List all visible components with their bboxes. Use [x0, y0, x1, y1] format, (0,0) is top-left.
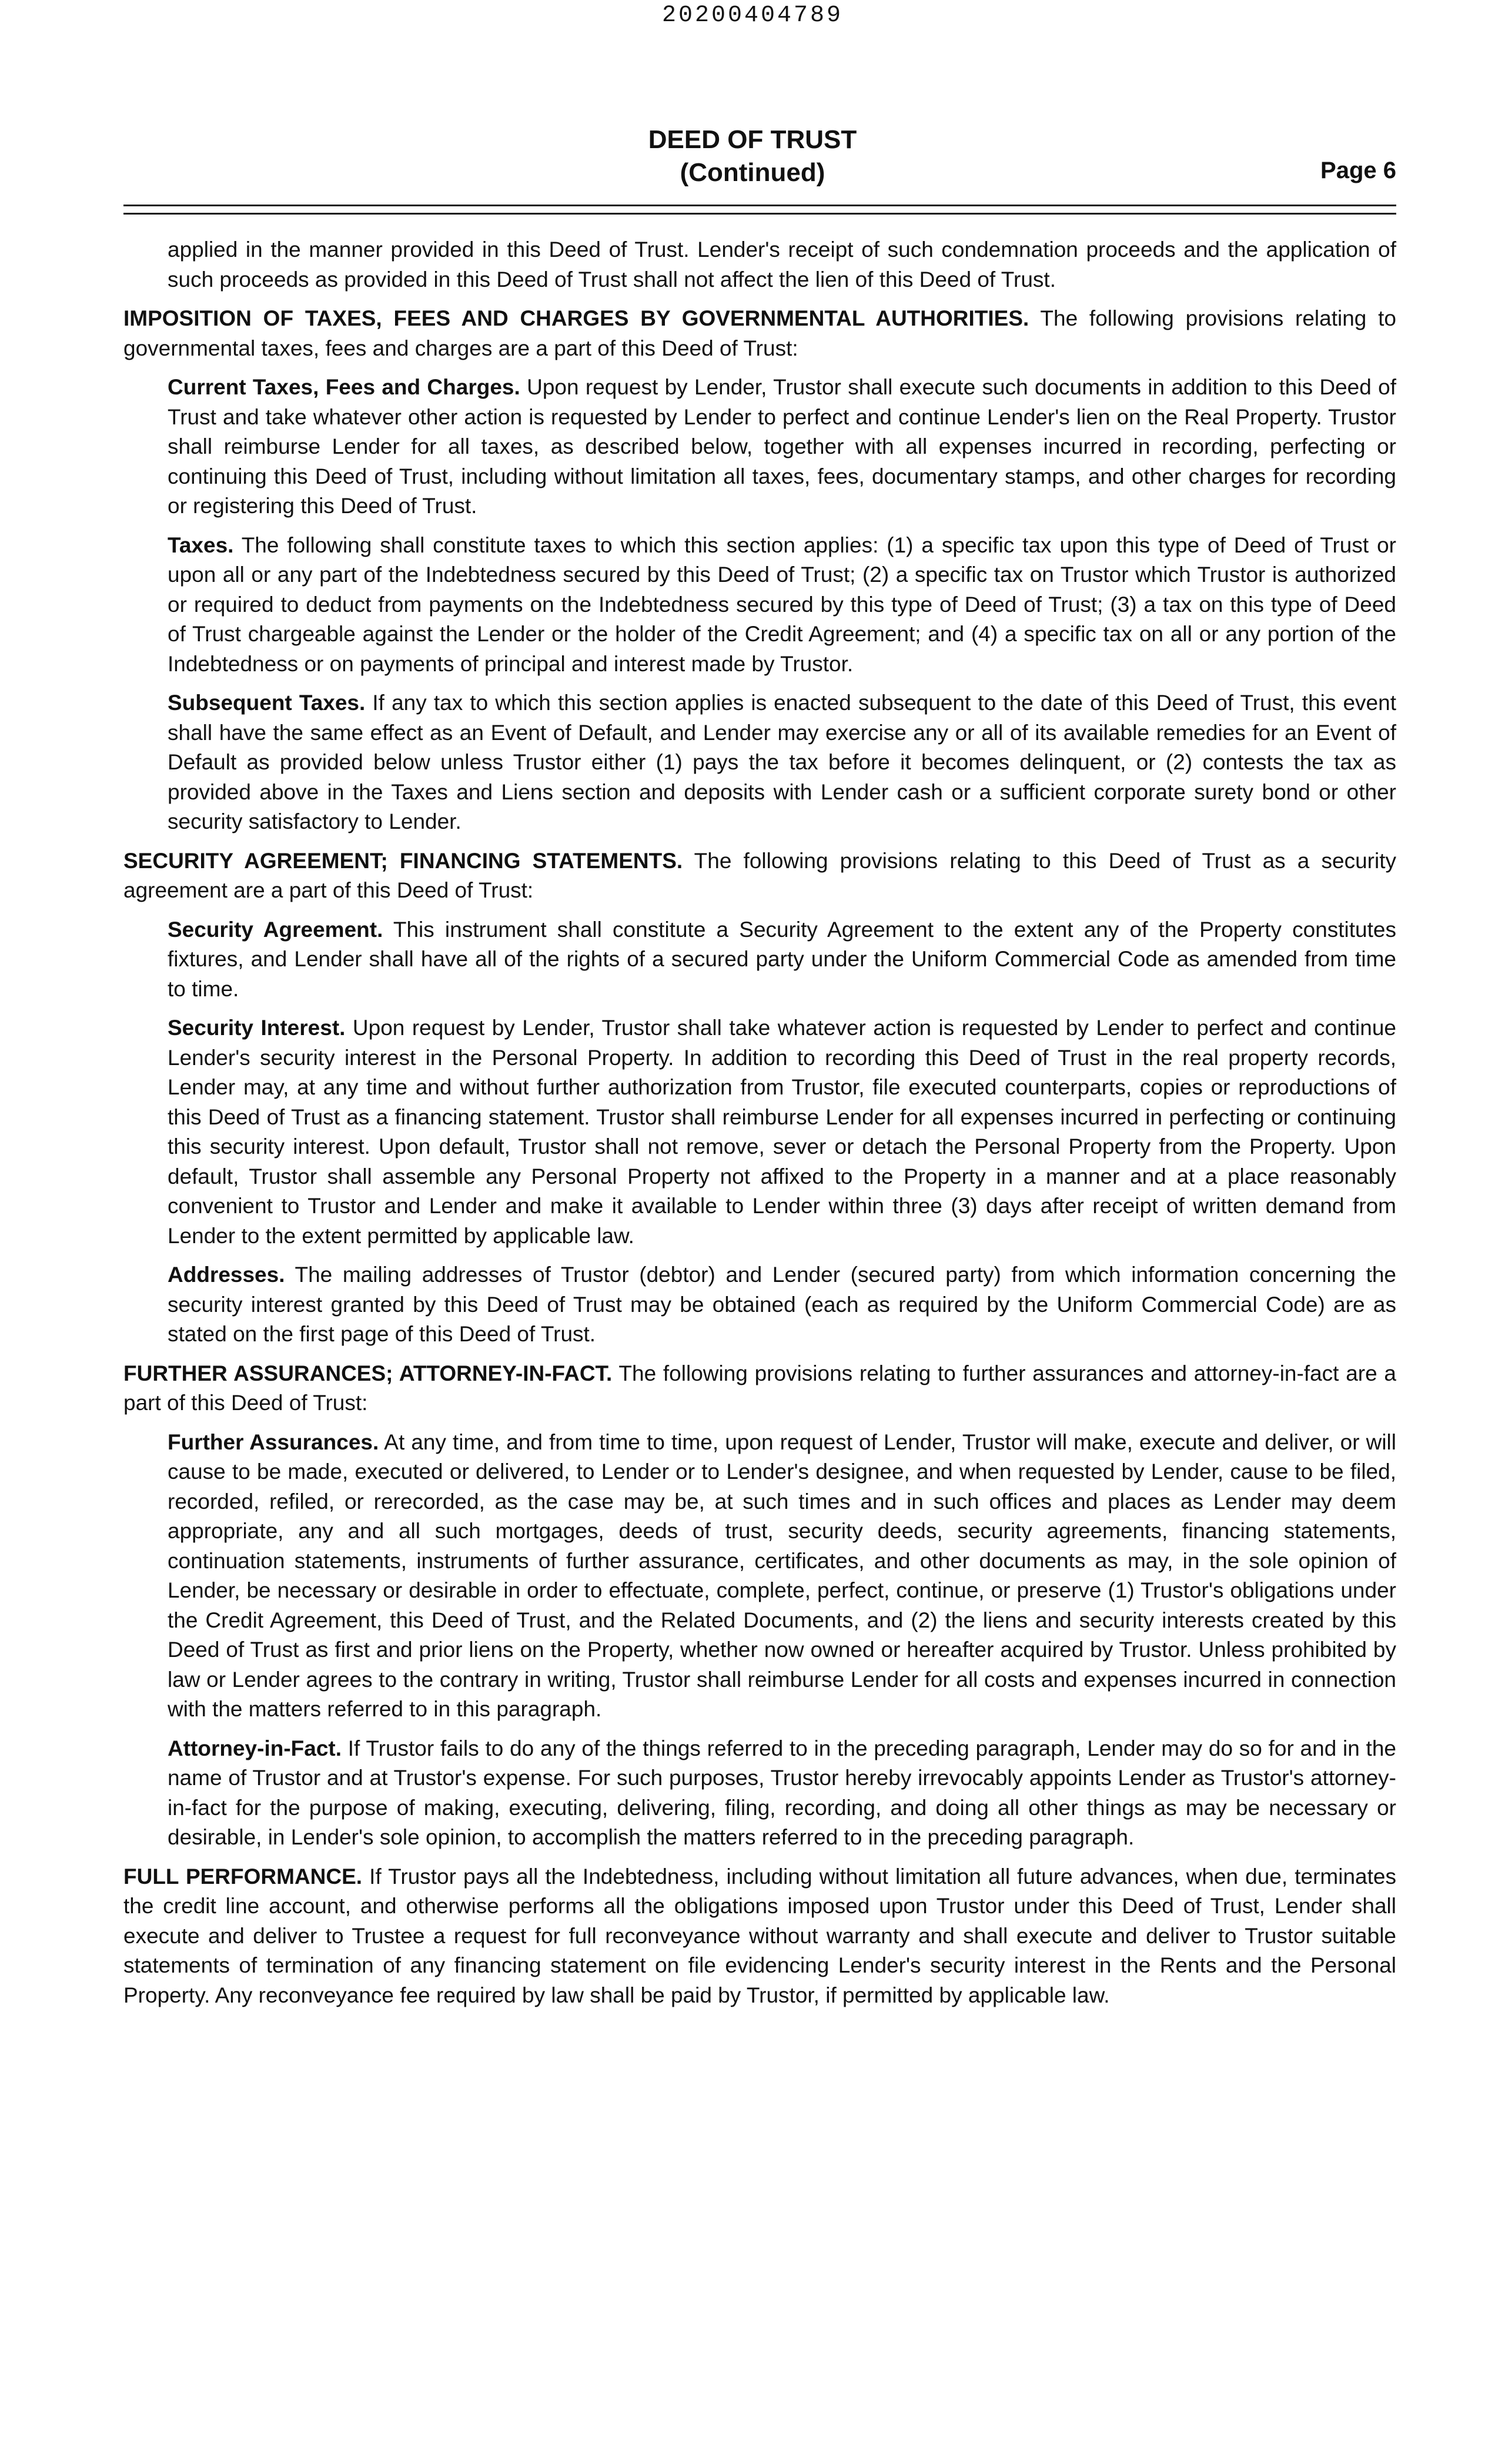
document-title: DEED OF TRUST: [648, 125, 857, 154]
further-assurances-text: At any time, and from time to time, upon request of Lender, Trustor will make, execute and deliver, or will cause to be made, executed or delivered, to Lender or to Lender's designee, and when requested by Lender, cause to be filed, recorded, refiled, or rerecorded, as the case may be, at such times and in such offices and places as Lender may deem appropriate, any and all such mortgages, deeds of trust, security deeds, security agreements, financing statements, continuation statements, instruments of further assurance, certificates, and other documents as may, in the sole opinion of Lender, be necessary or desirable in order to effectuate, complete, perfect, continue, or preserve (1) Trustor's obligations under the Credit Agreement, this Deed of Trust, and the Related Documents, and (2) the liens and security interests created by this Deed of Trust as first and prior liens on the Property, whether now owned or hereafter acquired by Trustor. Unless prohibited by law or Lender agrees to the contrary in writing, Trustor shall reimburse Lender for all costs and expenses incurred in connection with the matters referred to in this paragraph.: [168, 1429, 1396, 1721]
imposition-section: [123, 304, 1396, 363]
further-assurances-section: [123, 1359, 1396, 1418]
continuation-text: applied in the manner provided in this Deed of Trust. Lender's receipt of such condemnation proceeds and the application of such proceeds as provided in this Deed of Trust shall not affect the lien of this Deed of Trust.: [168, 237, 1396, 292]
further-assurances-section-heading: FURTHER ASSURANCES; ATTORNEY-IN-FACT.: [123, 1361, 613, 1385]
attorney-in-fact-heading: Attorney-in-Fact.: [168, 1736, 342, 1760]
imposition-text: The following provisions relating to governmental taxes, fees and charges are a part of this Deed of Trust:: [123, 306, 1396, 360]
imposition-heading: IMPOSITION OF TAXES, FEES AND CHARGES BY GOVERNMENTAL AUTHORITIES.: [123, 306, 1029, 330]
security-agreement-section-heading: SECURITY AGREEMENT; FINANCING STATEMENTS.: [123, 848, 683, 873]
taxes-paragraph: [168, 531, 1396, 679]
attorney-in-fact-paragraph: [168, 1734, 1396, 1853]
further-assurances-paragraph: [168, 1428, 1396, 1725]
security-agreement-paragraph: [168, 915, 1396, 1005]
attorney-in-fact-text: If Trustor fails to do any of the things referred to in the preceding paragraph, Lender may do so for and in the name of Trustor and at Trustor's expense. For such purposes, Trustor hereby irrevocably appoints Lender as Trustor's attorney-in-fact for the purpose of making, executing, delivering, filing, recording, and doing all other things as may be necessary or desirable, in Lender's sole opinion, to accomplish the matters referred to in the preceding paragraph.: [168, 1736, 1396, 1849]
full-performance-heading: FULL PERFORMANCE.: [123, 1864, 363, 1889]
security-agreement-section: [123, 846, 1396, 906]
security-agreement-section-text: The following provisions relating to this Deed of Trust as a security agreement are a part of this Deed of Trust:: [123, 848, 1396, 902]
page-number: Page 6: [1320, 158, 1396, 183]
current-taxes-text: Upon request by Lender, Trustor shall execute such documents in addition to this Deed of Trust and take whatever other action is requested by Lender to perfect and continue Lender's lien on the Real Property. Trustor shall reimburse Lender for all taxes, as described below, together with all expenses incurred in recording, perfecting or continuing this Deed of Trust, including without limitation all taxes, fees, documentary stamps, and other charges for recording or registering this Deed of Trust.: [168, 375, 1397, 518]
further-assurances-section-text: The following provisions relating to further assurances and attorney-in-fact are a part of this Deed of Trust:: [123, 1361, 1396, 1415]
security-agreement-heading: Security Agreement.: [168, 917, 383, 942]
header-divider-bottom: [123, 213, 1396, 215]
full-performance-section: [123, 1862, 1396, 2011]
full-performance-text: If Trustor pays all the Indebtedness, including without limitation all future advances, when due, terminates the credit line account, and otherwise performs all the obligations imposed upon Trustor under this Deed of Trust, Lender shall execute and deliver to Trustee a request for full reconveyance without warranty and shall execute and deliver to Trustor suitable statements of termination of any financing statement on file evidencing Lender's security interest in the Rents and the Personal Property. Any reconveyance fee required by law shall be paid by Trustor, if permitted by applicable law.: [123, 1864, 1396, 2007]
document-body: [123, 235, 1396, 2020]
current-taxes-heading: Current Taxes, Fees and Charges.: [168, 375, 520, 399]
security-interest-heading: Security Interest.: [168, 1016, 346, 1040]
taxes-text: The following shall constitute taxes to which this section applies: (1) a specific tax upon this type of Deed of Trust or upon all or any part of the Indebtedness secured by this Deed of Trust; (2) a specific tax on Trustor which Trustor is authorized or required to deduct from payments on the Indebtedness secured by this type of Deed of Trust; (3) a tax on this type of Deed of Trust chargeable against the Lender or the holder of the Credit Agreement; and (4) a specific tax on all or any portion of the Indebtedness or on payments of principal and interest made by Trustor.: [168, 533, 1396, 676]
document-subtitle: (Continued): [680, 158, 825, 187]
page-header: [0, 123, 1505, 189]
addresses-heading: Addresses.: [168, 1263, 285, 1287]
security-agreement-text: This instrument shall constitute a Security Agreement to the extent any of the Property constitutes fixtures, and Lender shall have all of the rights of a secured party under the Uniform Commercial Code as amended from time to time.: [168, 917, 1396, 1001]
header-divider-top: [123, 205, 1396, 206]
subsequent-taxes-paragraph: [168, 688, 1396, 837]
further-assurances-heading: Further Assurances.: [168, 1429, 379, 1454]
addresses-text: The mailing addresses of Trustor (debtor) and Lender (secured party) from which information concerning the security interest granted by this Deed of Trust may be obtained (each as required by the Uniform Commercial Code) are as stated on the first page of this Deed of Trust.: [168, 1263, 1396, 1346]
subsequent-taxes-text: If any tax to which this section applies is enacted subsequent to the date of this Deed of Trust, this event shall have the same effect as an Event of Default, and Lender may exercise any or all of its available remedies for an Event of Default as provided below unless Trustor either (1) pays the tax before it becomes delinquent, or (2) contests the tax as provided above in the Taxes and Liens section and deposits with Lender cash or a sufficient corporate surety bond or other security satisfactory to Lender.: [168, 691, 1396, 833]
continuation-paragraph: [168, 235, 1396, 294]
taxes-heading: Taxes.: [168, 533, 234, 557]
subsequent-taxes-heading: Subsequent Taxes.: [168, 691, 366, 715]
document-number: 20200404789: [661, 2, 844, 29]
addresses-paragraph: [168, 1260, 1396, 1350]
security-interest-paragraph: [168, 1013, 1396, 1251]
security-interest-text: Upon request by Lender, Trustor shall take whatever action is requested by Lender to perfect and continue Lender's security interest in the Personal Property. In addition to recording this Deed of Trust in the real property records, Lender may, at any time and without further authorization from Trustor, file executed counterparts, copies or reproductions of this Deed of Trust as a financing statement. Trustor shall reimburse Lender for all expenses incurred in perfecting or continuing this security interest. Upon default, Trustor shall not remove, sever or detach the Personal Property from the Property. Upon default, Trustor shall assemble any Personal Property not affixed to the Property in a manner and at a place reasonably convenient to Trustor and Lender and make it available to Lender within three (3) days after receipt of written demand from Lender to the extent permitted by applicable law.: [168, 1016, 1396, 1248]
current-taxes-paragraph: [168, 373, 1396, 521]
